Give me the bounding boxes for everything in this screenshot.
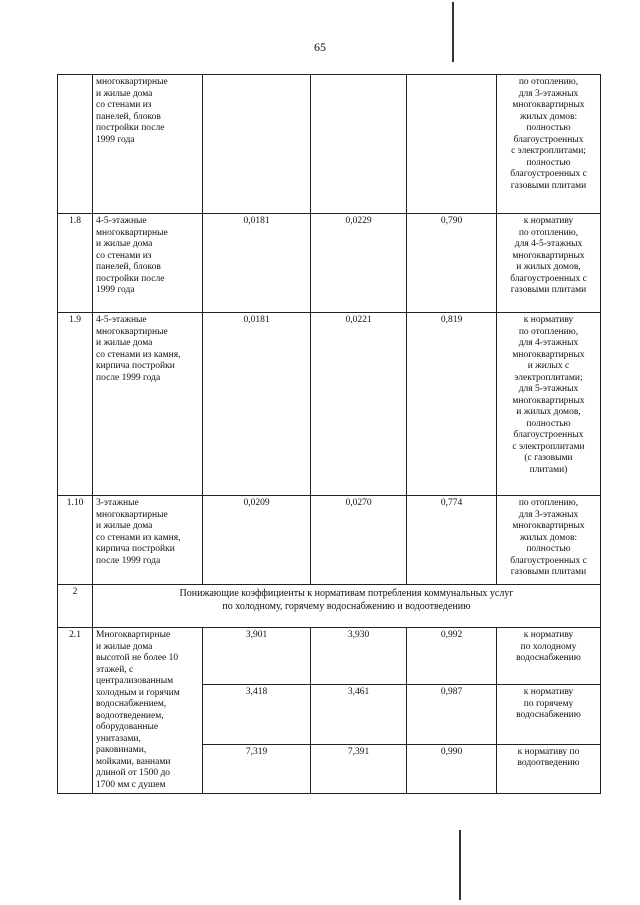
row-description: 3-этажные многоквартирные и жилые дома со стенами из камня, кирпича постройки после 1999 года xyxy=(93,496,203,585)
value-cell: 0,0229 xyxy=(311,214,407,313)
row-note: к нормативу по холодному водоснабжению xyxy=(497,628,601,685)
row-note: по отоплению, для 3-этажных многоквартирных жилых домов: полностью благоустроенных с газовыми плитами xyxy=(497,496,601,585)
row-description: 4-5-этажные многоквартирные и жилые дома со стенами из панелей, блоков постройки после 1999 года xyxy=(93,214,203,313)
scan-line-top xyxy=(452,2,454,62)
value-cell: 3,461 xyxy=(311,685,407,744)
row-note: к нормативу по отоплению, для 4-этажных многоквартирных и жилых с электроплитами; для 5-этажных многоквартирных и жилых домов, полностью благоустроенных с электроплитами (с газовыми плитами) xyxy=(497,313,601,496)
description-part: холодным и горячим водоснабжением, водоотведением, оборудованные унитазами, xyxy=(96,687,180,744)
row-note: к нормативу по отоплению, для 4-5-этажных многоквартирных и жилых домов, благоустроенных с газовыми плитами xyxy=(497,214,601,313)
table-row xyxy=(58,496,601,585)
coefficient-cell: 0,790 xyxy=(407,214,497,313)
value-cell xyxy=(203,75,311,214)
coefficients-table xyxy=(57,74,601,794)
value-cell xyxy=(311,75,407,214)
value-cell: 0,0270 xyxy=(311,496,407,585)
coefficient-cell: 0,987 xyxy=(407,685,497,744)
coefficient-cell: 0,819 xyxy=(407,313,497,496)
value-cell: 0,0209 xyxy=(203,496,311,585)
row-note: к нормативу по водоотведению xyxy=(497,744,601,793)
description-part: раковинами, мойками, ваннами длиной от 1500 до 1700 мм с душем xyxy=(96,745,171,790)
coefficient-cell: 0,992 xyxy=(407,628,497,685)
row-note: по отоплению, для 3-этажных многоквартирных жилых домов: полностью благоустроенных с электроплитами; полностью благоустроенных с газовыми плитами xyxy=(497,75,601,214)
row-number: 1.10 xyxy=(58,496,93,585)
table-row xyxy=(58,313,601,496)
table-row xyxy=(58,214,601,313)
value-cell: 7,391 xyxy=(311,744,407,793)
scan-line-bottom xyxy=(459,830,461,900)
value-cell: 7,319 xyxy=(203,744,311,793)
row-number: 2.1 xyxy=(58,628,93,794)
section-title: Понижающие коэффициенты к нормативам потребления коммунальных услуг по холодному, горячему водоснабжению и водоотведению xyxy=(93,585,601,628)
section-number: 2 xyxy=(58,585,93,628)
section-row xyxy=(58,585,601,628)
description-part: Многоквартирные и жилые дома высотой не более 10 этажей, с централизованным xyxy=(96,630,179,686)
row-description: многоквартирные и жилые дома со стенами из панелей, блоков постройки после 1999 года xyxy=(93,75,203,214)
row-description xyxy=(93,628,203,794)
row-description: 4-5-этажные многоквартирные и жилые дома со стенами из камня, кирпича постройки после 1999 года xyxy=(93,313,203,496)
value-cell: 0,0181 xyxy=(203,214,311,313)
row-number xyxy=(58,75,93,214)
row-note: к нормативу по горячему водоснабжению xyxy=(497,685,601,744)
row-number: 1.9 xyxy=(58,313,93,496)
value-cell: 3,930 xyxy=(311,628,407,685)
table-row xyxy=(58,75,601,214)
coefficient-cell: 0,774 xyxy=(407,496,497,585)
coefficient-cell: 0,990 xyxy=(407,744,497,793)
coefficient-cell xyxy=(407,75,497,214)
page-number: 65 xyxy=(314,40,326,54)
value-cell: 3,418 xyxy=(203,685,311,744)
value-cell: 0,0221 xyxy=(311,313,407,496)
table-row xyxy=(58,628,601,685)
value-cell: 3,901 xyxy=(203,628,311,685)
value-cell: 0,0181 xyxy=(203,313,311,496)
row-number: 1.8 xyxy=(58,214,93,313)
